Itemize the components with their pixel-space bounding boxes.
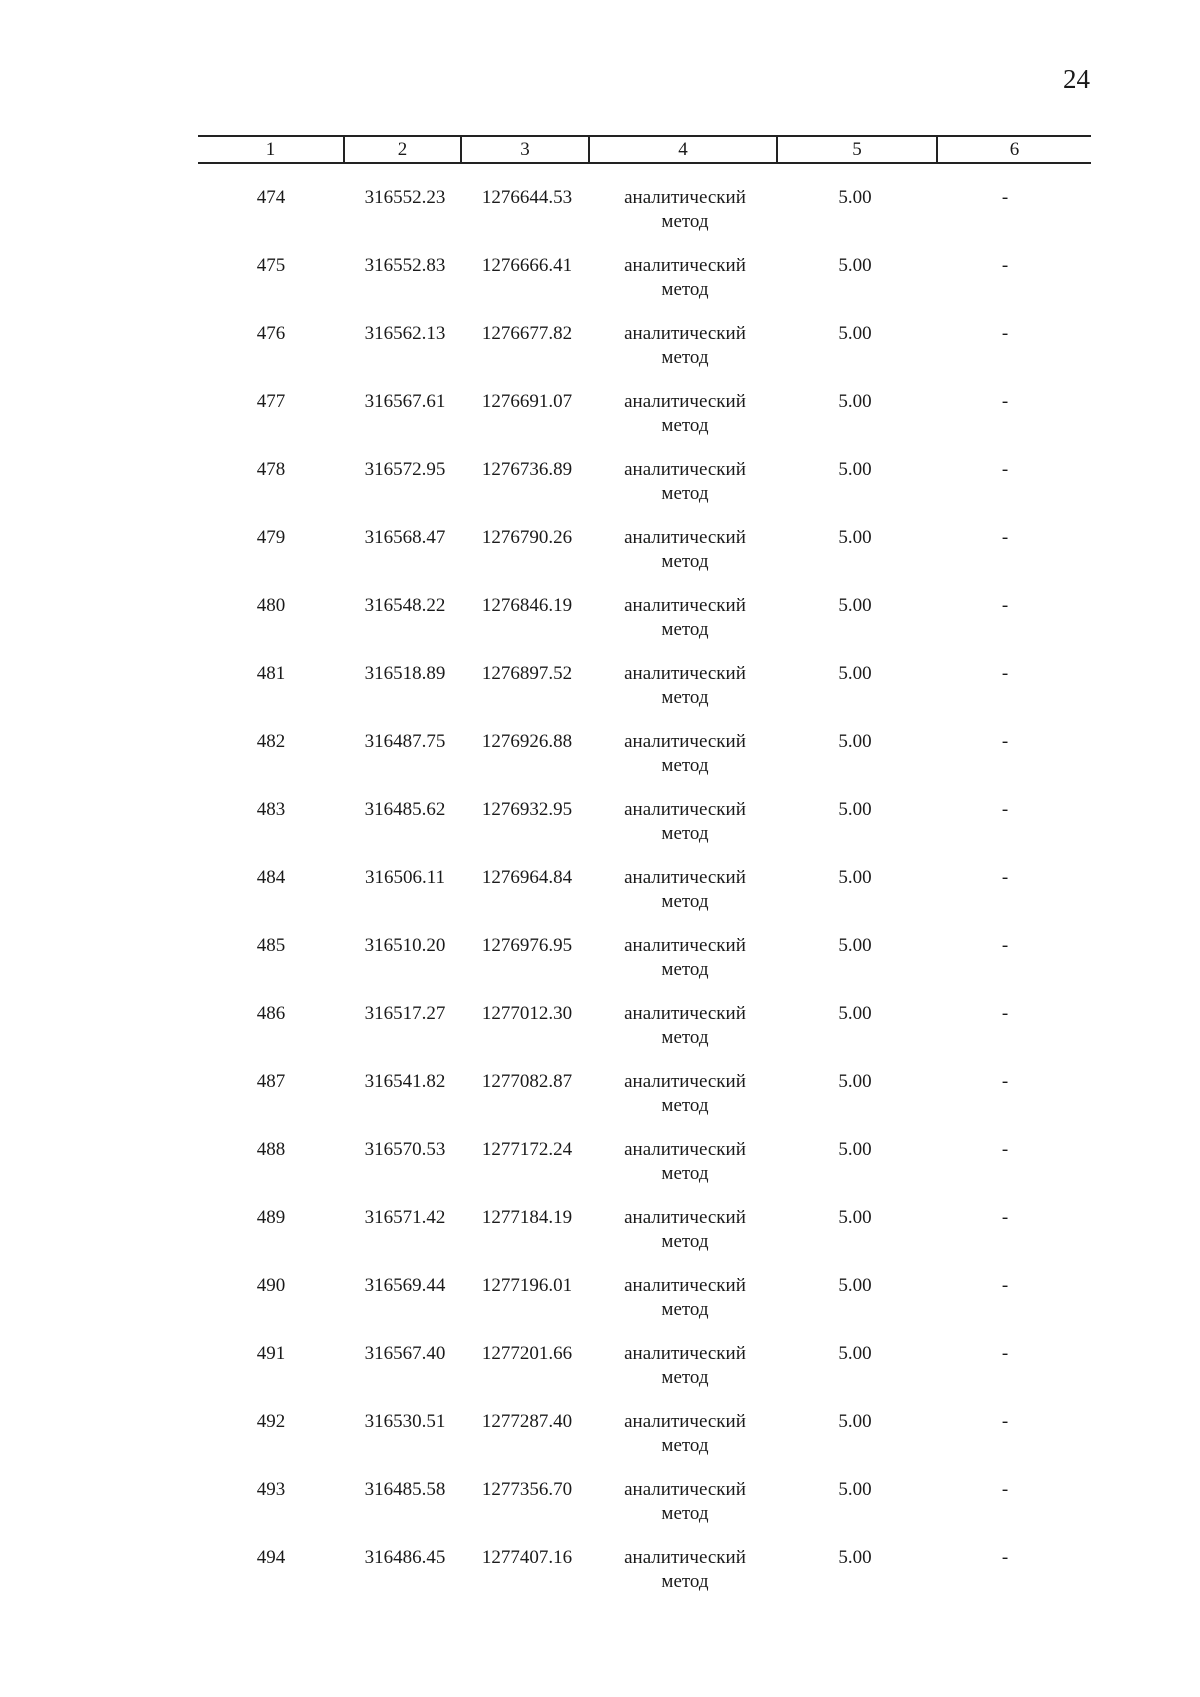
coordinate-y: 1277407.16 bbox=[481, 1547, 573, 1568]
method-line-1: аналитический bbox=[624, 867, 746, 888]
method-cell bbox=[600, 1410, 770, 1458]
method-line-2: метод bbox=[661, 1435, 709, 1456]
coordinate-x: 316541.82 bbox=[364, 1071, 446, 1092]
note-value: - bbox=[1001, 867, 1009, 888]
coordinate-x: 316517.27 bbox=[364, 1003, 446, 1024]
method-line-2: метод bbox=[661, 551, 709, 572]
method-line-1: аналитический bbox=[624, 391, 746, 412]
accuracy-value: 5.00 bbox=[838, 391, 872, 412]
point-number: 483 bbox=[256, 799, 286, 820]
point-number: 485 bbox=[256, 935, 286, 956]
coordinate-x: 316548.22 bbox=[364, 595, 446, 616]
coordinate-y: 1277172.24 bbox=[481, 1139, 573, 1160]
note-value: - bbox=[1001, 1003, 1009, 1024]
coordinate-x: 316567.61 bbox=[364, 391, 446, 412]
note-value: - bbox=[1001, 1139, 1009, 1160]
coordinate-x: 316567.40 bbox=[364, 1343, 446, 1364]
note-value: - bbox=[1001, 1071, 1009, 1092]
table-row bbox=[0, 1138, 1200, 1206]
method-line-1: аналитический bbox=[624, 1139, 746, 1160]
coordinate-y: 1276964.84 bbox=[481, 867, 573, 888]
point-number: 492 bbox=[256, 1411, 286, 1432]
accuracy-value: 5.00 bbox=[838, 1343, 872, 1364]
method-line-2: метод bbox=[661, 1367, 709, 1388]
table-row bbox=[0, 866, 1200, 934]
table-row bbox=[0, 798, 1200, 866]
method-cell bbox=[600, 934, 770, 982]
method-cell bbox=[600, 526, 770, 574]
table-row bbox=[0, 1478, 1200, 1546]
coordinate-y: 1276926.88 bbox=[481, 731, 573, 752]
table-body bbox=[0, 186, 1200, 1614]
coordinate-y: 1277012.30 bbox=[481, 1003, 573, 1024]
coordinate-x: 316552.23 bbox=[364, 187, 446, 208]
coordinate-y: 1277184.19 bbox=[481, 1207, 573, 1228]
method-cell bbox=[600, 1546, 770, 1594]
method-cell bbox=[600, 594, 770, 642]
table-row bbox=[0, 322, 1200, 390]
coordinate-x: 316485.58 bbox=[364, 1479, 446, 1500]
coordinate-y: 1277082.87 bbox=[481, 1071, 573, 1092]
point-number: 477 bbox=[256, 391, 286, 412]
coordinate-x: 316510.20 bbox=[364, 935, 446, 956]
coordinate-x: 316487.75 bbox=[364, 731, 446, 752]
method-cell bbox=[600, 1070, 770, 1118]
method-line-1: аналитический bbox=[624, 255, 746, 276]
table-row bbox=[0, 1410, 1200, 1478]
note-value: - bbox=[1001, 595, 1009, 616]
method-line-1: аналитический bbox=[624, 527, 746, 548]
point-number: 480 bbox=[256, 595, 286, 616]
method-line-2: метод bbox=[661, 415, 709, 436]
method-cell bbox=[600, 1342, 770, 1390]
method-line-2: метод bbox=[661, 1027, 709, 1048]
method-line-1: аналитический bbox=[624, 1275, 746, 1296]
method-line-1: аналитический bbox=[624, 1003, 746, 1024]
accuracy-value: 5.00 bbox=[838, 1071, 872, 1092]
note-value: - bbox=[1001, 663, 1009, 684]
coordinate-y: 1276976.95 bbox=[481, 935, 573, 956]
note-value: - bbox=[1001, 391, 1009, 412]
table-row bbox=[0, 526, 1200, 594]
method-cell bbox=[600, 1478, 770, 1526]
coordinate-y: 1276932.95 bbox=[481, 799, 573, 820]
method-line-2: метод bbox=[661, 1095, 709, 1116]
accuracy-value: 5.00 bbox=[838, 187, 872, 208]
point-number: 486 bbox=[256, 1003, 286, 1024]
method-line-2: метод bbox=[661, 1163, 709, 1184]
point-number: 487 bbox=[256, 1071, 286, 1092]
accuracy-value: 5.00 bbox=[838, 799, 872, 820]
method-cell bbox=[600, 254, 770, 302]
table-row bbox=[0, 186, 1200, 254]
point-number: 493 bbox=[256, 1479, 286, 1500]
coordinate-y: 1276846.19 bbox=[481, 595, 573, 616]
coordinate-x: 316562.13 bbox=[364, 323, 446, 344]
accuracy-value: 5.00 bbox=[838, 595, 872, 616]
point-number: 476 bbox=[256, 323, 286, 344]
note-value: - bbox=[1001, 1275, 1009, 1296]
method-cell bbox=[600, 1002, 770, 1050]
coordinate-x: 316569.44 bbox=[364, 1275, 446, 1296]
coordinate-y: 1276790.26 bbox=[481, 527, 573, 548]
method-line-1: аналитический bbox=[624, 187, 746, 208]
method-line-1: аналитический bbox=[624, 323, 746, 344]
method-line-2: метод bbox=[661, 959, 709, 980]
point-number: 482 bbox=[256, 731, 286, 752]
note-value: - bbox=[1001, 799, 1009, 820]
method-cell bbox=[600, 322, 770, 370]
header-col-4: 4 bbox=[678, 139, 688, 160]
method-line-2: метод bbox=[661, 211, 709, 232]
table-row bbox=[0, 1342, 1200, 1410]
method-line-2: метод bbox=[661, 279, 709, 300]
table-row bbox=[0, 1070, 1200, 1138]
method-line-2: метод bbox=[661, 823, 709, 844]
accuracy-value: 5.00 bbox=[838, 1139, 872, 1160]
accuracy-value: 5.00 bbox=[838, 935, 872, 956]
point-number: 475 bbox=[256, 255, 286, 276]
point-number: 490 bbox=[256, 1275, 286, 1296]
method-line-2: метод bbox=[661, 347, 709, 368]
page-number: 24 bbox=[1063, 64, 1090, 94]
accuracy-value: 5.00 bbox=[838, 1003, 872, 1024]
coordinate-x: 316572.95 bbox=[364, 459, 446, 480]
method-cell bbox=[600, 1206, 770, 1254]
header-col-2: 2 bbox=[397, 139, 408, 160]
coordinate-y: 1277356.70 bbox=[481, 1479, 573, 1500]
coordinate-x: 316485.62 bbox=[364, 799, 446, 820]
table-row bbox=[0, 934, 1200, 1002]
accuracy-value: 5.00 bbox=[838, 1479, 872, 1500]
table-row bbox=[0, 254, 1200, 322]
header-col-6: 6 bbox=[1009, 139, 1020, 160]
accuracy-value: 5.00 bbox=[838, 867, 872, 888]
coordinate-y: 1277201.66 bbox=[481, 1343, 573, 1364]
method-cell bbox=[600, 390, 770, 438]
method-line-1: аналитический bbox=[624, 1479, 746, 1500]
method-line-1: аналитический bbox=[624, 935, 746, 956]
point-number: 478 bbox=[256, 459, 286, 480]
method-cell bbox=[600, 866, 770, 914]
note-value: - bbox=[1001, 1411, 1009, 1432]
header-col-1: 1 bbox=[265, 139, 276, 160]
table-row bbox=[0, 390, 1200, 458]
method-line-1: аналитический bbox=[624, 799, 746, 820]
note-value: - bbox=[1001, 459, 1009, 480]
accuracy-value: 5.00 bbox=[838, 731, 872, 752]
method-line-1: аналитический bbox=[624, 1343, 746, 1364]
table-row bbox=[0, 1274, 1200, 1342]
accuracy-value: 5.00 bbox=[838, 663, 872, 684]
method-line-1: аналитический bbox=[624, 1071, 746, 1092]
note-value: - bbox=[1001, 255, 1009, 276]
table-row bbox=[0, 594, 1200, 662]
method-line-2: метод bbox=[661, 619, 709, 640]
accuracy-value: 5.00 bbox=[838, 527, 872, 548]
method-line-1: аналитический bbox=[624, 1547, 746, 1568]
table-row bbox=[0, 730, 1200, 798]
note-value: - bbox=[1001, 1343, 1009, 1364]
point-number: 484 bbox=[256, 867, 286, 888]
accuracy-value: 5.00 bbox=[838, 1411, 872, 1432]
method-cell bbox=[600, 1274, 770, 1322]
coordinate-y: 1276691.07 bbox=[481, 391, 573, 412]
coordinate-x: 316570.53 bbox=[364, 1139, 446, 1160]
coordinate-y: 1276736.89 bbox=[481, 459, 573, 480]
coordinate-y: 1277287.40 bbox=[481, 1411, 573, 1432]
point-number: 494 bbox=[256, 1547, 286, 1568]
table-row bbox=[0, 662, 1200, 730]
coordinate-y: 1276897.52 bbox=[481, 663, 573, 684]
note-value: - bbox=[1001, 187, 1009, 208]
note-value: - bbox=[1001, 1547, 1009, 1568]
method-line-1: аналитический bbox=[624, 731, 746, 752]
coordinate-x: 316506.11 bbox=[364, 867, 446, 888]
note-value: - bbox=[1001, 935, 1009, 956]
method-line-2: метод bbox=[661, 1299, 709, 1320]
coordinate-x: 316552.83 bbox=[364, 255, 446, 276]
method-line-1: аналитический bbox=[624, 1207, 746, 1228]
header-col-3: 3 bbox=[520, 139, 530, 160]
note-value: - bbox=[1001, 527, 1009, 548]
method-line-2: метод bbox=[661, 687, 709, 708]
point-number: 481 bbox=[256, 663, 286, 684]
method-line-2: метод bbox=[661, 483, 709, 504]
table-header bbox=[198, 135, 1091, 164]
coordinate-x: 316486.45 bbox=[364, 1547, 446, 1568]
method-line-2: метод bbox=[661, 891, 709, 912]
method-line-1: аналитический bbox=[624, 595, 746, 616]
accuracy-value: 5.00 bbox=[838, 1275, 872, 1296]
method-line-2: метод bbox=[661, 1231, 709, 1252]
table-row bbox=[0, 458, 1200, 526]
coordinate-x: 316530.51 bbox=[364, 1411, 446, 1432]
method-cell bbox=[600, 186, 770, 234]
point-number: 479 bbox=[256, 527, 286, 548]
point-number: 488 bbox=[256, 1139, 286, 1160]
method-cell bbox=[600, 458, 770, 506]
accuracy-value: 5.00 bbox=[838, 323, 872, 344]
note-value: - bbox=[1001, 1479, 1009, 1500]
coordinate-y: 1276644.53 bbox=[481, 187, 573, 208]
table-row bbox=[0, 1206, 1200, 1274]
coordinate-y: 1277196.01 bbox=[481, 1275, 573, 1296]
method-cell bbox=[600, 798, 770, 846]
note-value: - bbox=[1001, 323, 1009, 344]
coordinate-x: 316518.89 bbox=[364, 663, 446, 684]
note-value: - bbox=[1001, 731, 1009, 752]
accuracy-value: 5.00 bbox=[838, 1547, 872, 1568]
accuracy-value: 5.00 bbox=[838, 459, 872, 480]
table-row bbox=[0, 1546, 1200, 1614]
method-line-1: аналитический bbox=[624, 1411, 746, 1432]
method-line-2: метод bbox=[661, 755, 709, 776]
accuracy-value: 5.00 bbox=[838, 255, 872, 276]
coordinate-x: 316571.42 bbox=[364, 1207, 446, 1228]
method-cell bbox=[600, 662, 770, 710]
method-line-2: метод bbox=[661, 1503, 709, 1524]
method-line-1: аналитический bbox=[624, 459, 746, 480]
header-col-5: 5 bbox=[852, 139, 862, 160]
method-cell bbox=[600, 730, 770, 778]
coordinate-x: 316568.47 bbox=[364, 527, 446, 548]
coordinate-y: 1276666.41 bbox=[481, 255, 573, 276]
point-number: 474 bbox=[256, 187, 286, 208]
coordinate-y: 1276677.82 bbox=[481, 323, 573, 344]
method-cell bbox=[600, 1138, 770, 1186]
accuracy-value: 5.00 bbox=[838, 1207, 872, 1228]
point-number: 491 bbox=[256, 1343, 286, 1364]
point-number: 489 bbox=[256, 1207, 286, 1228]
method-line-2: метод bbox=[661, 1571, 709, 1592]
method-line-1: аналитический bbox=[624, 663, 746, 684]
note-value: - bbox=[1001, 1207, 1009, 1228]
table-row bbox=[0, 1002, 1200, 1070]
